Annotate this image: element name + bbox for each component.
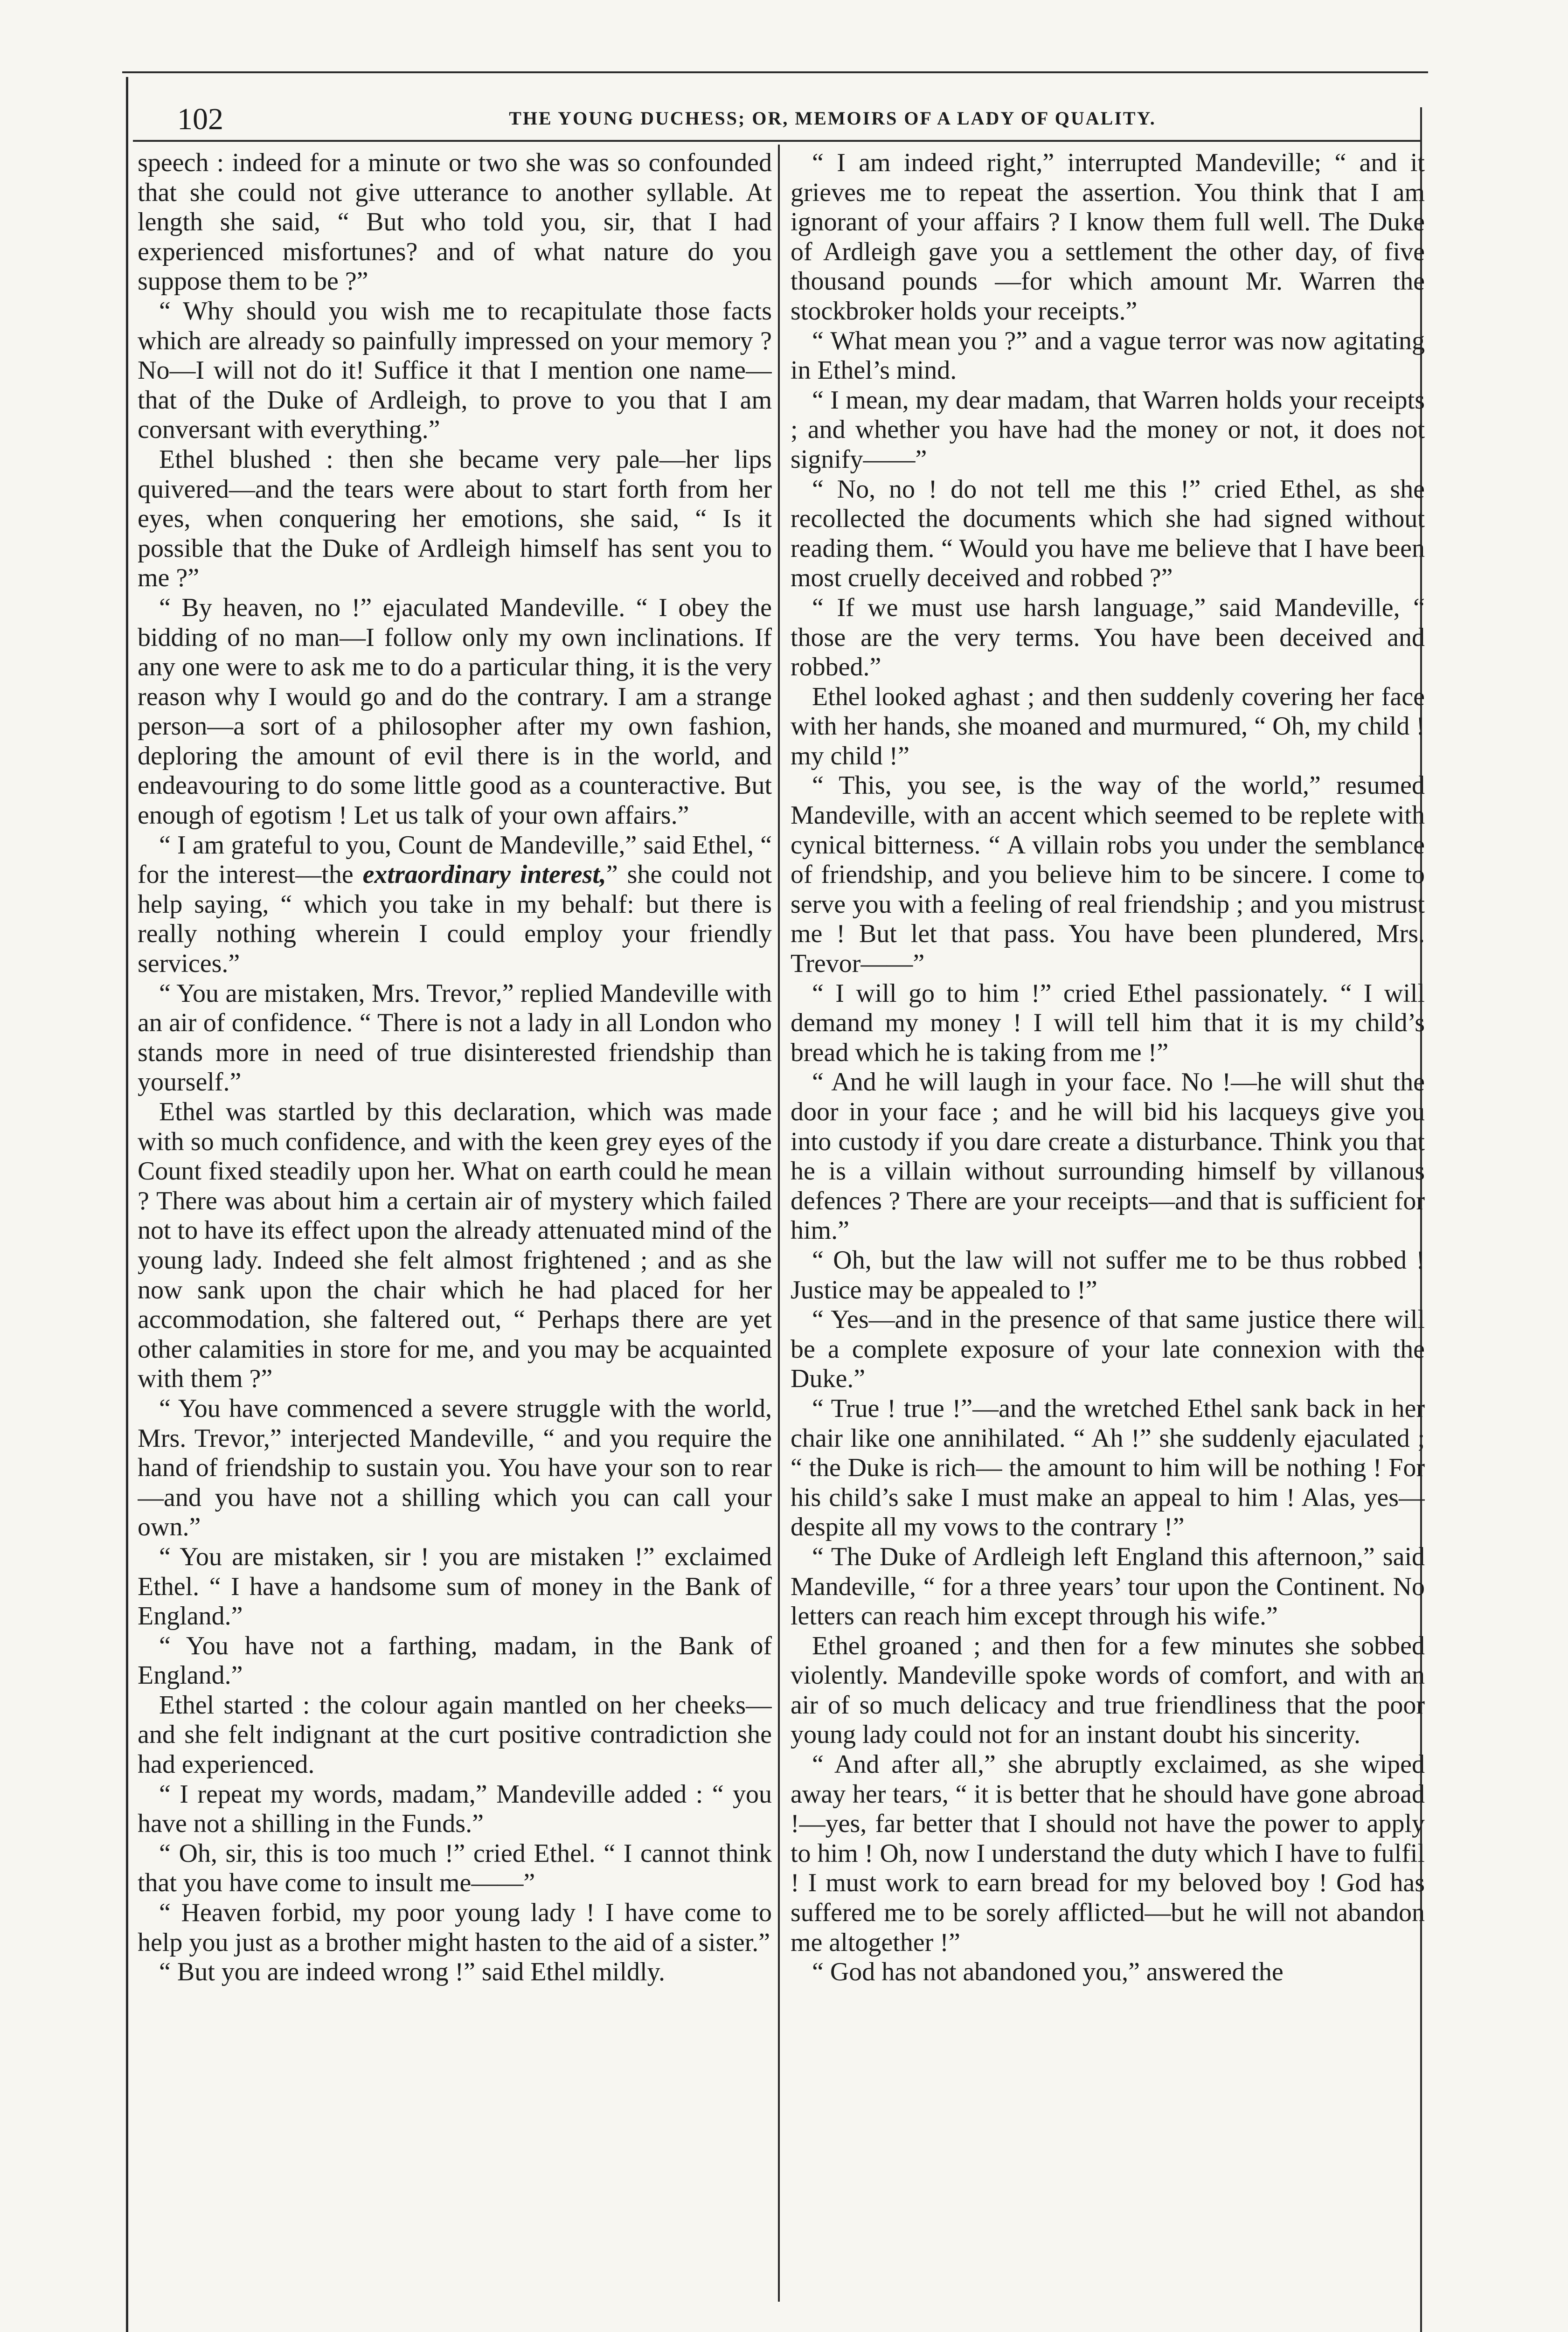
paragraph: “ But you are indeed wrong !” said Ethel mildly.: [159, 1957, 665, 1987]
paragraph: “ This, you see, is the way of the world,” resumed Mandeville, with an accent which seemed to be replete with cynical bitterness. “ A villain robs you under the semblance of friendship, and you believe him to be sincere. I come to serve you with a feeling of real friendship ; and you mistrust me ! But let that pass. You have been plundered, Mrs. Trevor——”: [791, 771, 1425, 979]
column-divider: [778, 145, 780, 2302]
paragraph: “ I repeat my words, madam,” Mandeville added : “ you have not a shilling in the Funds.”: [138, 1779, 772, 1839]
paragraph: Ethel looked aghast ; and then suddenly covering her face with her hands, she moaned and murmured, “ Oh, my child ! my child !”: [791, 682, 1425, 770]
paragraph: Ethel groaned ; and then for a few minutes she sobbed violently. Mandeville spoke words of comfort, and with an air of so much delicacy and true friendliness that the poor young lady could not for an instant doubt his sincerity.: [791, 1631, 1425, 1749]
paragraph: [138, 831, 772, 979]
left-column: [138, 148, 772, 2303]
paragraph: “ God has not abandoned you,” answered the: [812, 1957, 1284, 1987]
paragraph: “ What mean you ?” and a vague terror was now agitating in Ethel’s mind.: [791, 326, 1425, 385]
paragraph: “ You have not a farthing, madam, in the Bank of England.”: [138, 1631, 772, 1690]
paragraph: “ And he will laugh in your face. No !—he will shut the door in your face ; and he will bid his lacqueys give you into custody if you dare create a disturbance. Think you that he is a villain without surrounding himself by villanous defences ? There are your receipts—and that is sufficient for him.”: [791, 1068, 1425, 1245]
paragraph: Ethel blushed : then she became very pale—her lips quivered—and the tears were about to start forth from her eyes, when conquering her emotions, she said, “ Is it possible that the Duke of Ardleigh himself has sent you to me ?”: [138, 444, 772, 593]
paragraph: “ By heaven, no !” ejaculated Mandeville. “ I obey the bidding of no man—I follow only my own inclinations. If any one were to ask me to do a particular thing, it is the very reason why I would go and do the contrary. I am a strange person—a sort of a philosopher after my own fashion, deploring the amount of evil there is in the world, and endeavouring to do some little good as a counteractive. But enough of egotism ! Let us talk of your own affairs.”: [138, 593, 772, 830]
paragraph: “ If we must use harsh language,” said Mandeville, “ those are the very terms. You have been deceived and robbed.”: [791, 593, 1425, 682]
paragraph: “ I am indeed right,” interrupted Mandeville; “ and it grieves me to repeat the assertion. You think that I am ignorant of your affairs ? I know them full well. The Duke of Ardleigh gave you a settlement the other day, of five thousand pounds —for which amount Mr. Warren the stockbroker holds your receipts.”: [791, 148, 1425, 326]
running-title: THE YOUNG DUCHESS; OR, MEMOIRS OF A LADY OF QUALITY.: [509, 108, 1156, 129]
paragraph: “ You are mistaken, sir ! you are mistaken !” exclaimed Ethel. “ I have a handsome sum of money in the Bank of England.”: [138, 1542, 772, 1631]
paragraph: “ You have commenced a severe struggle with the world, Mrs. Trevor,” interjected Mandeville, “ and you require the hand of friendship to sustain you. You have your son to rear—and you have not a shilling which you can call your own.”: [138, 1394, 772, 1542]
paragraph: “ Oh, sir, this is too much !” cried Ethel. “ I cannot think that you have come to insult me——”: [138, 1839, 772, 1898]
paragraph: “ No, no ! do not tell me this !” cried Ethel, as she recollected the documents which she had signed without reading them. “ Would you have me believe that I have been most cruelly deceived and robbed ?”: [791, 474, 1425, 593]
paragraph: Ethel started : the colour again mantled on her cheeks—and she felt indignant at the curt positive contradiction she had experienced.: [138, 1690, 772, 1779]
paragraph: “ Why should you wish me to recapitulate those facts which are already so painfully impressed on your memory ? No—I will not do it! Suffice it that I mention one name—that of the Duke of Ardleigh, to prove to you that I am conversant with everything.”: [138, 296, 772, 444]
paragraph: “ Oh, but the law will not suffer me to be thus robbed ! Justice may be appealed to !”: [791, 1245, 1425, 1305]
paragraph-text: ” she could not help saying, “ which you take in my behalf: but there is really nothing wherein I could employ your friendly services.”: [138, 860, 772, 979]
paragraph: “ I mean, my dear madam, that Warren holds your receipts ; and whether you have had the money or not, it does not signify——”: [791, 385, 1425, 474]
paragraph: “ And after all,” she abruptly exclaimed, as she wiped away her tears, “ it is better that he should have gone abroad !—yes, far better that I should not have the power to apply to him ! Oh, now I understand the duty which I have to fulfil ! I must work to earn bread for my beloved boy ! God has suffered me to be sorely afflicted—but he will not abandon me altogether !”: [791, 1750, 1425, 1957]
left-border-line: [126, 77, 128, 2332]
page-header: [135, 102, 1413, 144]
header-rule: [133, 140, 1420, 142]
paragraph-text: “ I am grateful to you, Count de Mandeville,” said Ethel, “ for the interest—the: [138, 830, 772, 889]
paragraph: “ Heaven forbid, my poor young lady ! I have come to help you just as a brother might hasten to the aid of a sister.”: [138, 1898, 772, 1957]
paragraph: Ethel was startled by this declaration, which was made with so much confidence, and with the keen grey eyes of the Count fixed steadily upon her. What on earth could he mean ? There was about him a certain air of mystery which failed not to have its effect upon the already attenuated mind of the young lady. Indeed she felt almost frightened ; and as she now sank upon the chair which he had placed for her accommodation, she faltered out, “ Perhaps there are yet other calamities in store for me, and you may be acquainted with them ?”: [138, 1097, 772, 1394]
paragraph: “ Yes—and in the presence of that same justice there will be a complete exposure of your late connexion with the Duke.”: [791, 1305, 1425, 1394]
italic-phrase: extraordinary interest,: [362, 860, 606, 889]
paragraph: speech : indeed for a minute or two she was so confounded that she could not give utterance to another syllable. At length she said, “ But who told you, sir, that I had experienced misfortunes? and of what nature do you suppose them to be ?”: [138, 148, 772, 296]
right-column: [791, 148, 1425, 2303]
paragraph: “ I will go to him !” cried Ethel passionately. “ I will demand my money ! I will tell him that it is my child’s bread which he is taking from me !”: [791, 979, 1425, 1067]
top-rule: [122, 71, 1428, 73]
paragraph: “ The Duke of Ardleigh left England this afternoon,” said Mandeville, “ for a three years’ tour upon the Continent. No letters can reach him except through his wife.”: [791, 1542, 1425, 1631]
paragraph: “ True ! true !”—and the wretched Ethel sank back in her chair like one annihilated. “ Ah !” she suddenly ejaculated ; “ the Duke is rich— the amount to him will be nothing ! For his child’s sake I must make an appeal to him ! Alas, yes—despite all my vows to the contrary !”: [791, 1394, 1425, 1542]
paragraph: “ You are mistaken, Mrs. Trevor,” replied Mandeville with an air of confidence. “ There is not a lady in all London who stands more in need of true disinterested friendship than yourself.”: [138, 979, 772, 1097]
page-number: 102: [177, 102, 223, 136]
